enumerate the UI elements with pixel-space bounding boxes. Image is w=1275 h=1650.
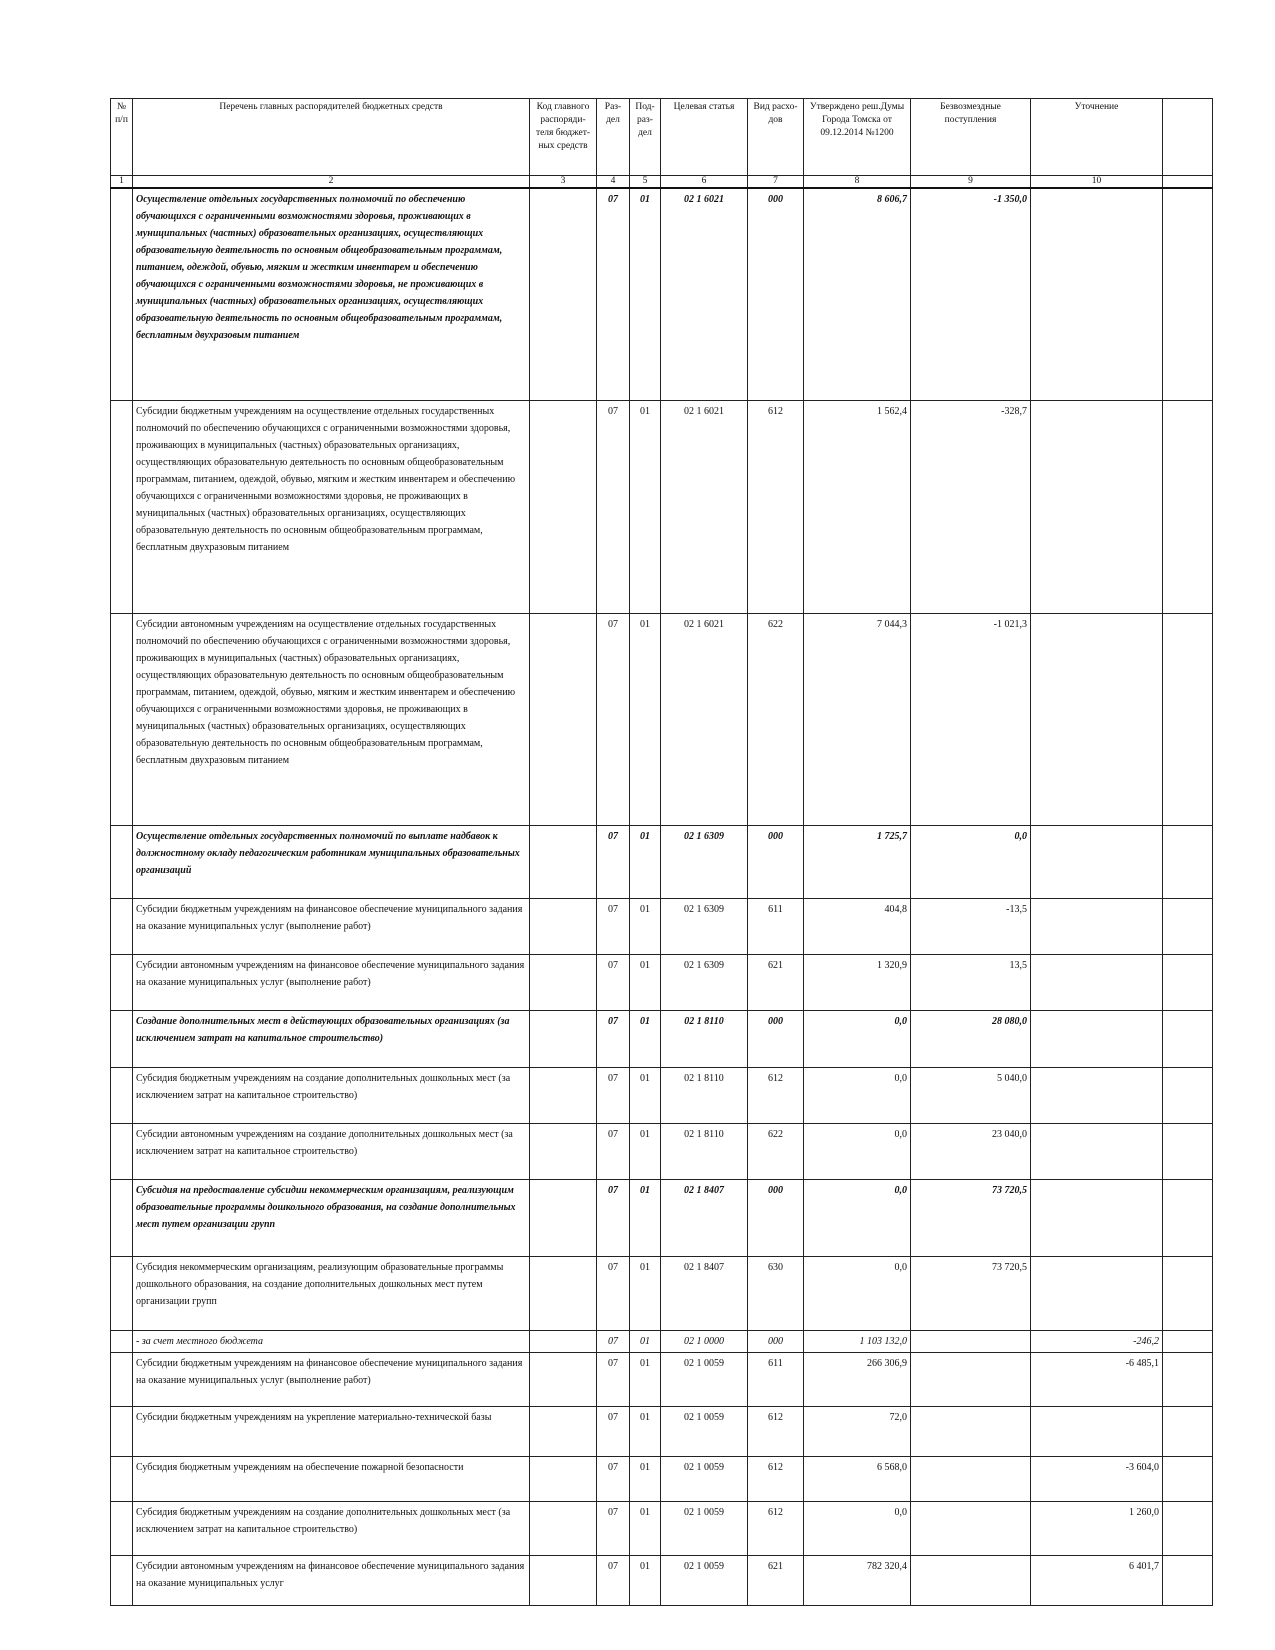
cell-grants: -1 350,0 bbox=[911, 188, 1031, 400]
cell-grants bbox=[911, 1352, 1031, 1406]
cell-extra bbox=[1163, 1555, 1213, 1605]
table-row bbox=[111, 613, 1213, 825]
cell-manager-code bbox=[530, 188, 597, 400]
cell-podrazdel: 01 bbox=[630, 825, 661, 898]
cell-index bbox=[111, 1501, 133, 1555]
cell-extra bbox=[1163, 1352, 1213, 1406]
cell-index bbox=[111, 825, 133, 898]
cell-razdel: 07 bbox=[597, 1555, 630, 1605]
cell-manager-code bbox=[530, 400, 597, 613]
cell-approved: 1 562,4 bbox=[804, 400, 911, 613]
col-number: 2 bbox=[133, 176, 530, 189]
cell-target: 02 1 8407 bbox=[661, 1179, 748, 1256]
table-row bbox=[111, 1352, 1213, 1406]
cell-manager-code bbox=[530, 954, 597, 1010]
cell-clarification bbox=[1031, 400, 1163, 613]
cell-vid: 000 bbox=[748, 188, 804, 400]
cell-approved: 404,8 bbox=[804, 898, 911, 954]
cell-clarification bbox=[1031, 613, 1163, 825]
cell-grants bbox=[911, 1406, 1031, 1456]
cell-razdel: 07 bbox=[597, 1067, 630, 1123]
cell-vid: 000 bbox=[748, 825, 804, 898]
cell-podrazdel: 01 bbox=[630, 188, 661, 400]
cell-podrazdel: 01 bbox=[630, 1179, 661, 1256]
cell-clarification bbox=[1031, 1256, 1163, 1330]
cell-index bbox=[111, 1010, 133, 1067]
cell-approved: 0,0 bbox=[804, 1010, 911, 1067]
cell-name: Создание дополнительных мест в действующих образовательных организациях (за исключением затрат на капитальное строительство) bbox=[133, 1010, 530, 1067]
cell-name: Субсидии автономным учреждениям на создание дополнительных дошкольных мест (за исключением затрат на капитальное строительство) bbox=[133, 1123, 530, 1179]
col-number: 4 bbox=[597, 176, 630, 189]
cell-clarification bbox=[1031, 188, 1163, 400]
header-col9: Безвозмездные поступления bbox=[911, 99, 1031, 176]
cell-approved: 0,0 bbox=[804, 1179, 911, 1256]
cell-name: Осуществление отдельных государственных полномочий по обеспечению обучающихся с ограниченными возможностями здоровья, проживающих в муниципальных (частных) образовательных организациях, осуществляющих образовательную деятельность по основным общеобразовательным программам, питанием, одеждой, обувью, мягким и жестким инвентарем и обеспечению обучающихся с ограниченными возможностями здоровья, не проживающих в муниципальных (частных) образовательных организациях, осуществляющих образовательную деятельность по основным общеобразовательным программам, бесплатным двухразовым питанием bbox=[133, 188, 530, 400]
header-col8: Утверждено реш.Думы Города Томска от 09.12.2014 №1200 bbox=[804, 99, 911, 176]
cell-podrazdel: 01 bbox=[630, 1330, 661, 1352]
cell-grants: 13,5 bbox=[911, 954, 1031, 1010]
header-col6: Целевая статья bbox=[661, 99, 748, 176]
cell-name: Субсидия некоммерческим организациям, реализующим образовательные программы дошкольного образования, на создание дополнительных дошкольных мест путем организации групп bbox=[133, 1256, 530, 1330]
cell-name: Субсидии бюджетным учреждениям на финансовое обеспечение муниципального задания на оказание муниципальных услуг (выполнение работ) bbox=[133, 898, 530, 954]
cell-extra bbox=[1163, 1256, 1213, 1330]
cell-manager-code bbox=[530, 1501, 597, 1555]
cell-extra bbox=[1163, 400, 1213, 613]
cell-vid: 621 bbox=[748, 954, 804, 1010]
cell-vid: 000 bbox=[748, 1010, 804, 1067]
cell-podrazdel: 01 bbox=[630, 1010, 661, 1067]
cell-vid: 612 bbox=[748, 400, 804, 613]
cell-index bbox=[111, 188, 133, 400]
cell-razdel: 07 bbox=[597, 1501, 630, 1555]
cell-podrazdel: 01 bbox=[630, 954, 661, 1010]
cell-clarification bbox=[1031, 898, 1163, 954]
cell-vid: 630 bbox=[748, 1256, 804, 1330]
cell-manager-code bbox=[530, 1067, 597, 1123]
cell-grants: 73 720,5 bbox=[911, 1256, 1031, 1330]
cell-vid: 612 bbox=[748, 1067, 804, 1123]
table-body bbox=[111, 188, 1213, 1605]
cell-name: Субсидии автономным учреждениям на финансовое обеспечение муниципального задания на оказание муниципальных услуг (выполнение работ) bbox=[133, 954, 530, 1010]
header-col1: № п/п bbox=[111, 99, 133, 176]
cell-clarification: -3 604,0 bbox=[1031, 1456, 1163, 1501]
table-row bbox=[111, 1456, 1213, 1501]
col-number-extra bbox=[1163, 176, 1213, 189]
cell-razdel: 07 bbox=[597, 1406, 630, 1456]
cell-podrazdel: 01 bbox=[630, 898, 661, 954]
table-row bbox=[111, 954, 1213, 1010]
cell-index bbox=[111, 1352, 133, 1406]
cell-target: 02 1 6309 bbox=[661, 898, 748, 954]
cell-manager-code bbox=[530, 1010, 597, 1067]
cell-podrazdel: 01 bbox=[630, 1352, 661, 1406]
table-row bbox=[111, 1501, 1213, 1555]
cell-vid: 612 bbox=[748, 1501, 804, 1555]
table-row bbox=[111, 1010, 1213, 1067]
cell-name: Субсидия бюджетным учреждениям на создание дополнительных дошкольных мест (за исключением затрат на капитальное строительство) bbox=[133, 1067, 530, 1123]
cell-extra bbox=[1163, 954, 1213, 1010]
cell-podrazdel: 01 bbox=[630, 1067, 661, 1123]
table-row bbox=[111, 400, 1213, 613]
cell-name: Субсидии бюджетным учреждениям на укрепление материально-технической базы bbox=[133, 1406, 530, 1456]
cell-approved: 782 320,4 bbox=[804, 1555, 911, 1605]
cell-razdel: 07 bbox=[597, 1179, 630, 1256]
cell-approved: 1 320,9 bbox=[804, 954, 911, 1010]
cell-name: Субсидия на предоставление субсидии некоммерческим организациям, реализующим образовательные программы дошкольного образования, на создание дополнительных мест путем организации групп bbox=[133, 1179, 530, 1256]
col-number: 3 bbox=[530, 176, 597, 189]
cell-name: Субсидия бюджетным учреждениям на создание дополнительных дошкольных мест (за исключением затрат на капитальное строительство) bbox=[133, 1501, 530, 1555]
column-number-row bbox=[111, 176, 1213, 189]
cell-grants bbox=[911, 1330, 1031, 1352]
cell-podrazdel: 01 bbox=[630, 1256, 661, 1330]
cell-target: 02 1 0059 bbox=[661, 1456, 748, 1501]
table-row bbox=[111, 1555, 1213, 1605]
header-col4: Раз-дел bbox=[597, 99, 630, 176]
cell-clarification: 6 401,7 bbox=[1031, 1555, 1163, 1605]
header-col3: Код главного распоряди-теля бюджет-ных средств bbox=[530, 99, 597, 176]
cell-clarification bbox=[1031, 954, 1163, 1010]
cell-clarification: -6 485,1 bbox=[1031, 1352, 1163, 1406]
col-number: 6 bbox=[661, 176, 748, 189]
cell-grants: 28 080,0 bbox=[911, 1010, 1031, 1067]
header-col2: Перечень главных распорядителей бюджетных средств bbox=[133, 99, 530, 176]
cell-approved: 0,0 bbox=[804, 1123, 911, 1179]
table-row bbox=[111, 1330, 1213, 1352]
cell-extra bbox=[1163, 825, 1213, 898]
cell-vid: 622 bbox=[748, 613, 804, 825]
cell-vid: 621 bbox=[748, 1555, 804, 1605]
cell-extra bbox=[1163, 1123, 1213, 1179]
cell-grants: 5 040,0 bbox=[911, 1067, 1031, 1123]
cell-manager-code bbox=[530, 1352, 597, 1406]
cell-podrazdel: 01 bbox=[630, 1555, 661, 1605]
cell-manager-code bbox=[530, 1456, 597, 1501]
cell-vid: 612 bbox=[748, 1456, 804, 1501]
cell-extra bbox=[1163, 1067, 1213, 1123]
cell-approved: 266 306,9 bbox=[804, 1352, 911, 1406]
cell-razdel: 07 bbox=[597, 1456, 630, 1501]
cell-index bbox=[111, 400, 133, 613]
cell-name: Осуществление отдельных государственных полномочий по выплате надбавок к должностному окладу педагогическим работникам муниципальных образовательных организаций bbox=[133, 825, 530, 898]
cell-index bbox=[111, 1179, 133, 1256]
cell-approved: 0,0 bbox=[804, 1067, 911, 1123]
cell-target: 02 1 0000 bbox=[661, 1330, 748, 1352]
budget-table bbox=[110, 98, 1213, 1606]
cell-razdel: 07 bbox=[597, 898, 630, 954]
cell-podrazdel: 01 bbox=[630, 1406, 661, 1456]
cell-extra bbox=[1163, 898, 1213, 954]
col-number: 1 bbox=[111, 176, 133, 189]
cell-approved: 0,0 bbox=[804, 1501, 911, 1555]
cell-vid: 611 bbox=[748, 1352, 804, 1406]
cell-name: Субсидия бюджетным учреждениям на обеспечение пожарной безопасности bbox=[133, 1456, 530, 1501]
cell-extra bbox=[1163, 613, 1213, 825]
table-row bbox=[111, 1256, 1213, 1330]
cell-approved: 1 103 132,0 bbox=[804, 1330, 911, 1352]
cell-approved: 0,0 bbox=[804, 1256, 911, 1330]
cell-razdel: 07 bbox=[597, 825, 630, 898]
cell-vid: 000 bbox=[748, 1330, 804, 1352]
cell-approved: 72,0 bbox=[804, 1406, 911, 1456]
cell-podrazdel: 01 bbox=[630, 1501, 661, 1555]
cell-extra bbox=[1163, 1330, 1213, 1352]
cell-razdel: 07 bbox=[597, 1123, 630, 1179]
cell-razdel: 07 bbox=[597, 954, 630, 1010]
cell-index bbox=[111, 1067, 133, 1123]
cell-index bbox=[111, 898, 133, 954]
col-number: 8 bbox=[804, 176, 911, 189]
cell-clarification bbox=[1031, 1010, 1163, 1067]
cell-extra bbox=[1163, 1179, 1213, 1256]
col-number: 10 bbox=[1031, 176, 1163, 189]
cell-manager-code bbox=[530, 1406, 597, 1456]
cell-target: 02 1 8407 bbox=[661, 1256, 748, 1330]
cell-approved: 7 044,3 bbox=[804, 613, 911, 825]
cell-clarification bbox=[1031, 825, 1163, 898]
cell-approved: 6 568,0 bbox=[804, 1456, 911, 1501]
cell-clarification bbox=[1031, 1179, 1163, 1256]
cell-razdel: 07 bbox=[597, 188, 630, 400]
cell-index bbox=[111, 1456, 133, 1501]
cell-approved: 8 606,7 bbox=[804, 188, 911, 400]
col-number: 9 bbox=[911, 176, 1031, 189]
cell-extra bbox=[1163, 1406, 1213, 1456]
cell-index bbox=[111, 1406, 133, 1456]
cell-approved: 1 725,7 bbox=[804, 825, 911, 898]
cell-index bbox=[111, 1123, 133, 1179]
cell-target: 02 1 6309 bbox=[661, 954, 748, 1010]
cell-vid: 622 bbox=[748, 1123, 804, 1179]
cell-target: 02 1 0059 bbox=[661, 1501, 748, 1555]
table-row bbox=[111, 898, 1213, 954]
cell-name: Субсидии автономным учреждениям на осуществление отдельных государственных полномочий по обеспечению обучающихся с ограниченными возможностями здоровья, проживающих в муниципальных (частных) образовательных организациях, осуществляющих образовательную деятельность по основным общеобразовательным программам, питанием, одеждой, обувью, мягким и жестким инвентарем и обеспечению обучающихся с ограниченными возможностями здоровья, не проживающих в муниципальных (частных) образовательных организациях, осуществляющих образовательную деятельность по основным общеобразовательным программам, бесплатным двухразовым питанием bbox=[133, 613, 530, 825]
cell-target: 02 1 8110 bbox=[661, 1067, 748, 1123]
cell-manager-code bbox=[530, 898, 597, 954]
cell-razdel: 07 bbox=[597, 1010, 630, 1067]
cell-index bbox=[111, 1330, 133, 1352]
cell-grants: -13,5 bbox=[911, 898, 1031, 954]
cell-clarification: 1 260,0 bbox=[1031, 1501, 1163, 1555]
cell-target: 02 1 6021 bbox=[661, 188, 748, 400]
table-row bbox=[111, 825, 1213, 898]
col-number: 7 bbox=[748, 176, 804, 189]
cell-clarification: -246,2 bbox=[1031, 1330, 1163, 1352]
cell-clarification bbox=[1031, 1123, 1163, 1179]
cell-manager-code bbox=[530, 1330, 597, 1352]
cell-grants: 73 720,5 bbox=[911, 1179, 1031, 1256]
table-row bbox=[111, 1067, 1213, 1123]
cell-index bbox=[111, 1256, 133, 1330]
header-col-extra bbox=[1163, 99, 1213, 176]
cell-target: 02 1 0059 bbox=[661, 1555, 748, 1605]
cell-target: 02 1 6309 bbox=[661, 825, 748, 898]
cell-razdel: 07 bbox=[597, 1256, 630, 1330]
cell-manager-code bbox=[530, 613, 597, 825]
cell-clarification bbox=[1031, 1406, 1163, 1456]
header-row bbox=[111, 99, 1213, 176]
cell-manager-code bbox=[530, 1123, 597, 1179]
cell-index bbox=[111, 1555, 133, 1605]
cell-grants bbox=[911, 1501, 1031, 1555]
cell-razdel: 07 bbox=[597, 400, 630, 613]
cell-grants bbox=[911, 1456, 1031, 1501]
header-col10: Уточнение bbox=[1031, 99, 1163, 176]
cell-clarification bbox=[1031, 1067, 1163, 1123]
header-col5: Под-раз-дел bbox=[630, 99, 661, 176]
cell-target: 02 1 6021 bbox=[661, 613, 748, 825]
cell-target: 02 1 0059 bbox=[661, 1406, 748, 1456]
cell-grants: -328,7 bbox=[911, 400, 1031, 613]
cell-target: 02 1 8110 bbox=[661, 1123, 748, 1179]
cell-name: - за счет местного бюджета bbox=[133, 1330, 530, 1352]
table-row bbox=[111, 188, 1213, 400]
cell-podrazdel: 01 bbox=[630, 1123, 661, 1179]
cell-razdel: 07 bbox=[597, 1352, 630, 1406]
table-row bbox=[111, 1179, 1213, 1256]
cell-extra bbox=[1163, 188, 1213, 400]
table-row bbox=[111, 1406, 1213, 1456]
cell-grants: -1 021,3 bbox=[911, 613, 1031, 825]
cell-target: 02 1 8110 bbox=[661, 1010, 748, 1067]
cell-grants bbox=[911, 1555, 1031, 1605]
cell-razdel: 07 bbox=[597, 1330, 630, 1352]
header-col7: Вид расхо-дов bbox=[748, 99, 804, 176]
cell-extra bbox=[1163, 1501, 1213, 1555]
cell-grants: 23 040,0 bbox=[911, 1123, 1031, 1179]
cell-podrazdel: 01 bbox=[630, 613, 661, 825]
cell-index bbox=[111, 954, 133, 1010]
cell-podrazdel: 01 bbox=[630, 400, 661, 613]
cell-vid: 611 bbox=[748, 898, 804, 954]
cell-target: 02 1 6021 bbox=[661, 400, 748, 613]
cell-index bbox=[111, 613, 133, 825]
table-row bbox=[111, 1123, 1213, 1179]
cell-podrazdel: 01 bbox=[630, 1456, 661, 1501]
cell-manager-code bbox=[530, 1555, 597, 1605]
cell-manager-code bbox=[530, 1256, 597, 1330]
cell-extra bbox=[1163, 1010, 1213, 1067]
cell-vid: 000 bbox=[748, 1179, 804, 1256]
cell-vid: 612 bbox=[748, 1406, 804, 1456]
cell-name: Субсидии бюджетным учреждениям на осуществление отдельных государственных полномочий по обеспечению обучающихся с ограниченными возможностями здоровья, проживающих в муниципальных (частных) образовательных организациях, осуществляющих образовательную деятельность по основным общеобразовательным программам, питанием, одеждой, обувью, мягким и жестким инвентарем и обеспечению обучающихся с ограниченными возможностями здоровья, не проживающих в муниципальных (частных) образовательных организациях, осуществляющих образовательную деятельность по основным общеобразовательным программам, бесплатным двухразовым питанием bbox=[133, 400, 530, 613]
cell-name: Субсидии автономным учреждениям на финансовое обеспечение муниципального задания на оказание муниципальных услуг bbox=[133, 1555, 530, 1605]
cell-razdel: 07 bbox=[597, 613, 630, 825]
col-number: 5 bbox=[630, 176, 661, 189]
cell-manager-code bbox=[530, 1179, 597, 1256]
cell-name: Субсидии бюджетным учреждениям на финансовое обеспечение муниципального задания на оказание муниципальных услуг (выполнение работ) bbox=[133, 1352, 530, 1406]
cell-manager-code bbox=[530, 825, 597, 898]
cell-grants: 0,0 bbox=[911, 825, 1031, 898]
cell-extra bbox=[1163, 1456, 1213, 1501]
cell-target: 02 1 0059 bbox=[661, 1352, 748, 1406]
